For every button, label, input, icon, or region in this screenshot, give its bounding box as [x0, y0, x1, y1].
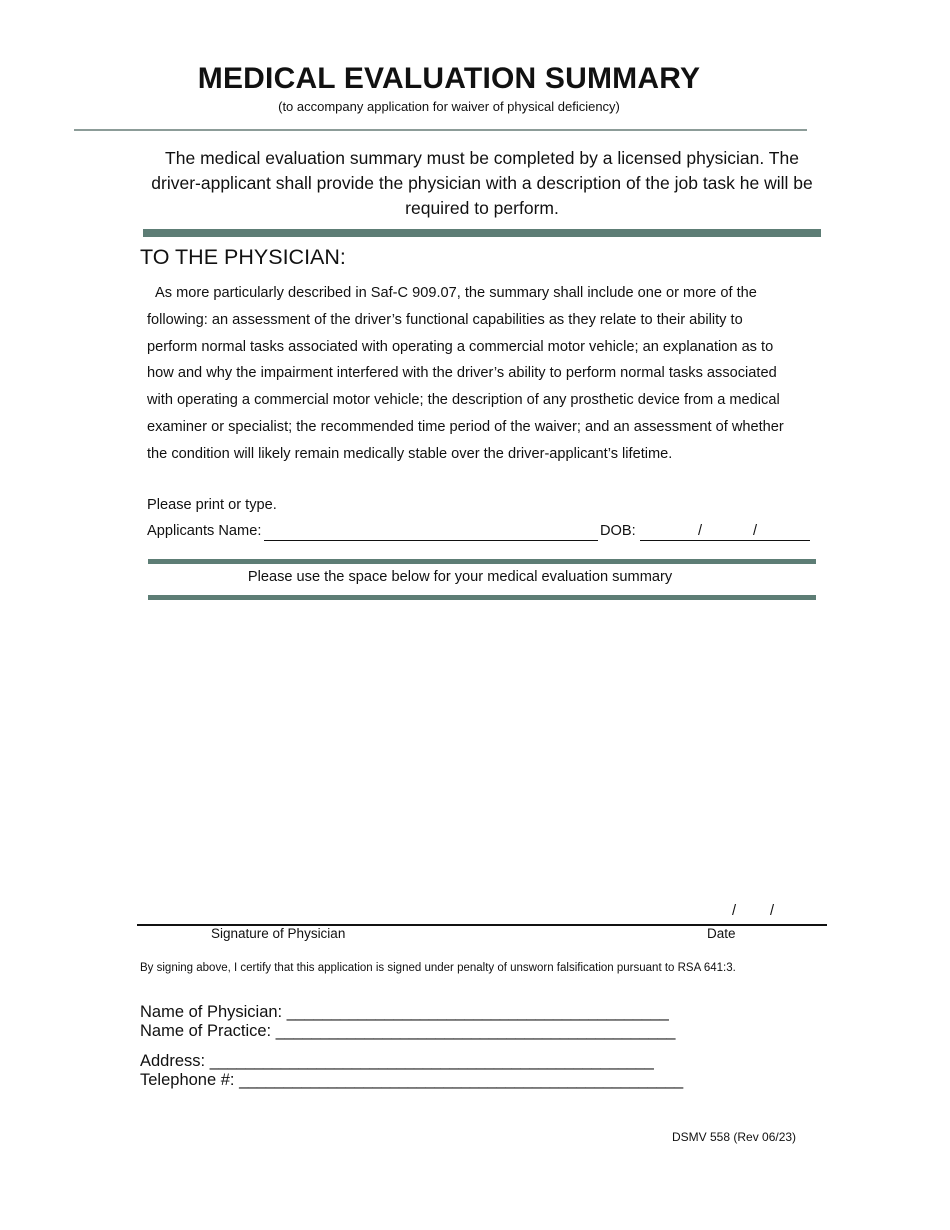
- date-label: Date: [707, 926, 736, 941]
- summary-top-divider: [148, 559, 816, 564]
- page-subtitle: (to accompany application for waiver of physical deficiency): [278, 99, 620, 114]
- certification-text: By signing above, I certify that this application is signed under penalty of unsworn falsification pursuant to RSA 641:3.: [140, 962, 736, 974]
- applicant-name-field[interactable]: [264, 540, 598, 541]
- instruction-line: following: an assessment of the driver’s functional capabilities as they relate to their ability to: [147, 311, 743, 328]
- physician-heading: TO THE PHYSICIAN:: [140, 245, 346, 269]
- physician-instructions: [147, 280, 837, 468]
- instruction-line: how and why the impairment interfered with the driver’s ability to perform normal tasks associated: [147, 365, 777, 382]
- telephone-field[interactable]: __________________________________________________: [239, 1071, 683, 1089]
- instruction-line: As more particularly described in Saf-C 909.07, the summary shall include one or more of the: [155, 285, 757, 301]
- address-row: [140, 1052, 654, 1071]
- instruction-line: the condition will likely remain medically stable over the driver-applicant’s lifetime.: [147, 445, 673, 462]
- date-separator: /: [770, 903, 775, 919]
- address-field[interactable]: __________________________________________________: [209, 1052, 654, 1070]
- page-title: MEDICAL EVALUATION SUMMARY: [197, 62, 701, 95]
- practice-name-field[interactable]: _____________________________________________: [275, 1022, 676, 1040]
- summary-instruction: Please use the space below for your medical evaluation summary: [247, 569, 673, 585]
- applicant-name-label: Applicants Name:: [147, 523, 262, 539]
- physician-name-field[interactable]: ___________________________________________: [286, 1003, 669, 1021]
- practice-name-label: Name of Practice:: [140, 1022, 272, 1040]
- telephone-row: [140, 1071, 683, 1090]
- summary-text-area[interactable]: [148, 606, 816, 896]
- instruction-line: perform normal tasks associated with operating a commercial motor vehicle; an explanation as to: [147, 338, 774, 355]
- instruction-line: examiner or specialist; the recommended time period of the waiver; and an assessment of whether: [147, 418, 784, 435]
- telephone-label: Telephone #:: [140, 1071, 235, 1089]
- dob-field[interactable]: [640, 540, 810, 541]
- section-divider: [143, 229, 821, 237]
- print-note: Please print or type.: [147, 497, 277, 513]
- intro-paragraph: The medical evaluation summary must be completed by a licensed physician. The driver-applicant shall provide the physician with a description of the job task he will be required to perform.: [151, 148, 813, 218]
- physician-name-row: [140, 1003, 668, 1022]
- address-label: Address:: [140, 1052, 206, 1070]
- instruction-line: with operating a commercial motor vehicle; the description of any prosthetic device from a medical: [147, 392, 780, 409]
- dob-label: DOB:: [600, 523, 636, 539]
- form-id: DSMV 558 (Rev 06/23): [672, 1130, 797, 1144]
- date-separator: /: [732, 903, 737, 919]
- header-divider: [74, 129, 807, 131]
- summary-bottom-divider: [148, 595, 816, 600]
- dob-separator: /: [753, 523, 758, 539]
- physician-name-label: Name of Physician:: [140, 1003, 283, 1021]
- practice-name-row: [140, 1022, 675, 1041]
- dob-separator: /: [698, 523, 703, 539]
- signature-label: Signature of Physician: [211, 926, 346, 941]
